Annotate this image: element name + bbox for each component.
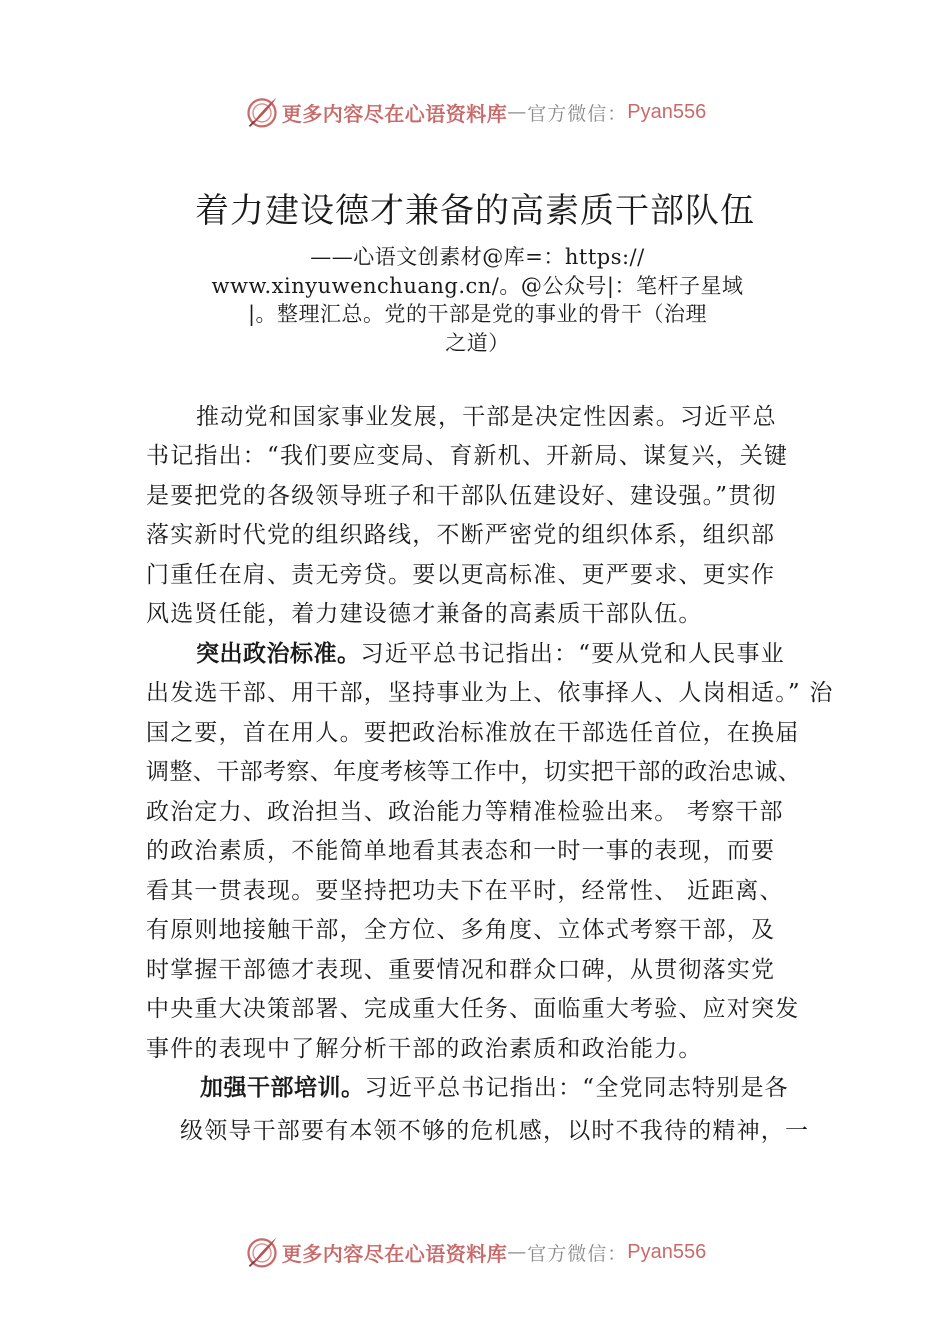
document-subtitle <box>190 243 765 357</box>
banner-handle: Pyan556 <box>627 100 707 123</box>
paragraph-line: 推动党和国家事业发展，干部是决定性因素。习近平总 <box>196 404 777 430</box>
paragraph-line: 级领导干部要有本领不够的危机感，以时不我待的精神，一 <box>180 1118 810 1144</box>
paragraph-text: 习近平总书记指出：“要从党和人民事业 <box>360 641 785 667</box>
document-title: 着力建设德才兼备的高素质干部队伍 <box>195 191 755 231</box>
paragraph-line: 调整、干部考察、年度考核等工作中，切实把干部的政治忠诚、 <box>146 759 802 785</box>
subtitle-line: www.xinyuwenchuang.cn/。@公众号|：笔杆子星域 <box>211 273 744 298</box>
subtitle-line: ——心语文创素材@库=：https:// <box>310 245 645 269</box>
paragraph-line: 看其一贯表现。要坚持把功夫下在平时，经常性、 近距离、 <box>146 878 784 904</box>
footer-banner <box>0 1232 950 1272</box>
banner-separator: — <box>507 1241 528 1263</box>
subtitle-line: |。整理汇总。党的干部是党的事业的骨干（治理 <box>247 302 708 326</box>
banner-wechat-label: 官方微信： <box>527 1242 628 1265</box>
quill-logo-icon <box>244 1234 280 1270</box>
paragraph-line: 的政治素质，不能简单地看其表态和一时一事的表现，而要 <box>146 838 776 864</box>
banner-handle: Pyan556 <box>627 1240 707 1263</box>
section-heading: 突出政治标准。 <box>196 641 361 667</box>
paragraph-line <box>200 1073 789 1103</box>
paragraph-line: 书记指出：“我们要应变局、育新机、开新局、谋复兴，关键 <box>146 443 789 469</box>
paragraph-line: 出发选干部、用干部，坚持事业为上、依事择人、人岗相适。” 治 <box>146 680 834 706</box>
paragraph-line: 中央重大决策部署、完成重大任务、面临重大考验、应对突发 <box>146 996 800 1022</box>
paragraph-line: 有原则地接触干部，全方位、多角度、立体式考察干部，及 <box>146 917 776 943</box>
paragraph-line: 风选贤任能，着力建设德才兼备的高素质干部队伍。 <box>146 601 703 627</box>
paragraph-line: 国之要，首在用人。要把政治标准放在干部选任首位，在换届 <box>146 720 800 746</box>
banner-separator: — <box>507 101 528 123</box>
paragraph-line: 落实新时代党的组织路线，不断严密党的组织体系，组织部 <box>146 522 776 548</box>
paragraph-line: 事件的表现中了解分析干部的政治素质和政治能力。 <box>146 1036 703 1062</box>
banner-main-text: 更多内容尽在心语资料库 <box>281 101 508 126</box>
paragraph-text: 习近平总书记指出：“全党同志特别是各 <box>364 1075 789 1101</box>
subtitle-line: 之道） <box>445 330 510 355</box>
paragraph-line <box>196 639 785 669</box>
quill-logo-icon <box>244 94 280 130</box>
paragraph-line: 是要把党的各级领导班子和干部队伍建设好、建设强。”贯彻 <box>146 483 777 509</box>
paragraph-line: 时掌握干部德才表现、重要情况和群众口碑，从贯彻落实党 <box>146 957 776 983</box>
section-heading: 加强干部培训。 <box>200 1075 365 1101</box>
header-banner <box>0 92 950 132</box>
banner-main-text: 更多内容尽在心语资料库 <box>281 1241 508 1266</box>
banner-wechat-label: 官方微信： <box>527 102 628 125</box>
paragraph-line: 门重任在肩、责无旁贷。要以更高标准、更严要求、更实作 <box>146 562 776 588</box>
paragraph-line: 政治定力、政治担当、政治能力等精准检验出来。 考察干部 <box>146 799 784 825</box>
